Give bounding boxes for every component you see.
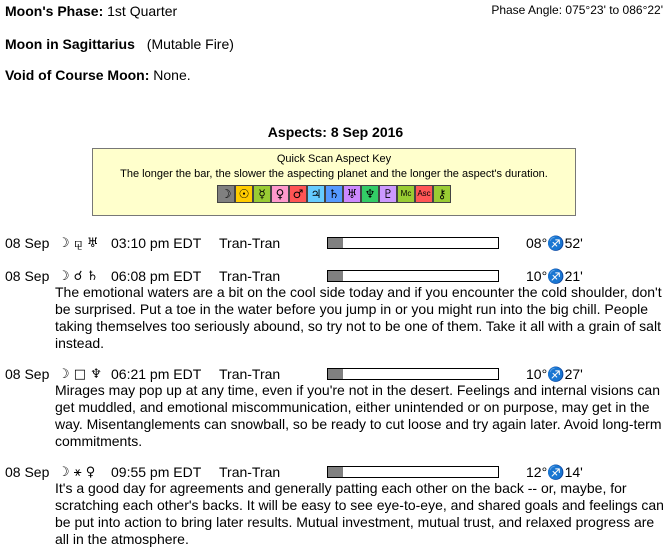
aspect-description: The emotional waters are a bit on the cool side today and if you encounter the cold shoulder, don't be surprised. Put a toe in the water before you jump in or you might run into the big chill. People taking themselves too seriously abound, so try not to be one of them. Take it all with a grain of salt instead. bbox=[55, 284, 662, 351]
planet-key-row bbox=[93, 185, 575, 203]
phase-angle-label: Phase Angle: bbox=[491, 3, 563, 17]
aspect-date: 08 Sep bbox=[5, 268, 50, 284]
aspect-time: 06:21 pm EDT bbox=[111, 366, 202, 382]
uranus-icon: ♅ bbox=[343, 185, 361, 203]
pluto-icon: ♇ bbox=[379, 185, 397, 203]
aspect-duration-fill bbox=[328, 369, 343, 379]
void-of-course bbox=[5, 67, 191, 83]
aspect-description: Mirages may pop up at any time, even if you're not in the desert. Feelings and internal visions can get muddled, and emotional miscommunication, either unintended or on purpose, may get in the way. Misentanglements can snowball, so be ready to cut loose and try again later. Avoid long-term commitments. bbox=[55, 382, 662, 449]
aspect-time: 09:55 pm EDT bbox=[111, 464, 202, 480]
moon-phase bbox=[5, 3, 177, 19]
chiron-icon: ⚷ bbox=[433, 185, 451, 203]
aspect-key-box bbox=[92, 148, 576, 216]
moon-sign bbox=[5, 36, 234, 52]
aspect-date: 08 Sep bbox=[5, 366, 50, 382]
aspect-date: 08 Sep bbox=[5, 235, 50, 251]
aspect-time: 06:08 pm EDT bbox=[111, 268, 202, 284]
void-value: None. bbox=[153, 67, 191, 83]
aspect-type: Tran-Tran bbox=[219, 268, 281, 284]
aspect-description: It's a good day for agreements and generally patting each other on the back -- or, maybe, for scratching each other's backs. It will be easy to see eye-to-eye, and shared goals and feelings can be put into action to bring later results. Mutual investment, mutual trust, and relaxed progress are all in the atmosphere. bbox=[55, 480, 664, 547]
aspect-duration-bar bbox=[327, 466, 499, 478]
aspect-symbols: ☽ □ ♆ bbox=[58, 367, 102, 382]
void-label: Void of Course Moon: bbox=[5, 67, 150, 83]
aspect-degree: 10°♐27' bbox=[526, 366, 583, 382]
aspect-date: 08 Sep bbox=[5, 464, 50, 480]
moon-icon: ☽ bbox=[217, 185, 235, 203]
venus-icon: ♀ bbox=[271, 185, 289, 203]
aspect-degree: 08°♐52' bbox=[526, 235, 583, 251]
moon-sign-value: (Mutable Fire) bbox=[146, 36, 234, 52]
aspect-time: 03:10 pm EDT bbox=[111, 235, 202, 251]
phase-angle bbox=[491, 3, 663, 17]
sun-icon: ☉ bbox=[235, 185, 253, 203]
aspect-key-title: Quick Scan Aspect Key bbox=[276, 153, 392, 165]
aspect-type: Tran-Tran bbox=[219, 235, 281, 251]
aspect-duration-bar bbox=[327, 368, 499, 380]
phase-angle-value: 075°23' to 086°22' bbox=[565, 3, 663, 17]
aspect-type: Tran-Tran bbox=[219, 464, 281, 480]
ascendant-icon: Asc bbox=[415, 185, 433, 203]
saturn-icon: ♄ bbox=[325, 185, 343, 203]
mars-icon: ♂ bbox=[289, 185, 307, 203]
moon-phase-value: 1st Quarter bbox=[107, 3, 178, 19]
aspect-duration-fill bbox=[328, 271, 343, 281]
aspect-symbols: ☽ ⚹ ♀ bbox=[58, 465, 96, 480]
aspect-symbols: ☽ ☌ ♄ bbox=[58, 269, 99, 284]
aspect-degree: 12°♐14' bbox=[526, 464, 583, 480]
aspects-title: Aspects: 8 Sep 2016 bbox=[267, 124, 404, 140]
jupiter-icon: ♃ bbox=[307, 185, 325, 203]
neptune-icon: ♆ bbox=[361, 185, 379, 203]
midheaven-icon: Mc bbox=[397, 185, 415, 203]
aspect-symbols: ☽ ⚼ ♅ bbox=[58, 236, 99, 251]
aspect-type: Tran-Tran bbox=[219, 366, 281, 382]
aspect-key-subtitle: The longer the bar, the slower the aspecting planet and the longer the aspect's duration. bbox=[120, 168, 548, 180]
aspect-duration-bar bbox=[327, 270, 499, 282]
moon-phase-label: Moon's Phase: bbox=[5, 3, 104, 19]
aspect-degree: 10°♐21' bbox=[526, 268, 583, 284]
moon-sign-label: Moon in Sagittarius bbox=[5, 36, 135, 52]
aspect-duration-fill bbox=[328, 238, 343, 248]
aspect-duration-fill bbox=[328, 467, 343, 477]
mercury-icon: ☿ bbox=[253, 185, 271, 203]
aspect-duration-bar bbox=[327, 237, 499, 249]
